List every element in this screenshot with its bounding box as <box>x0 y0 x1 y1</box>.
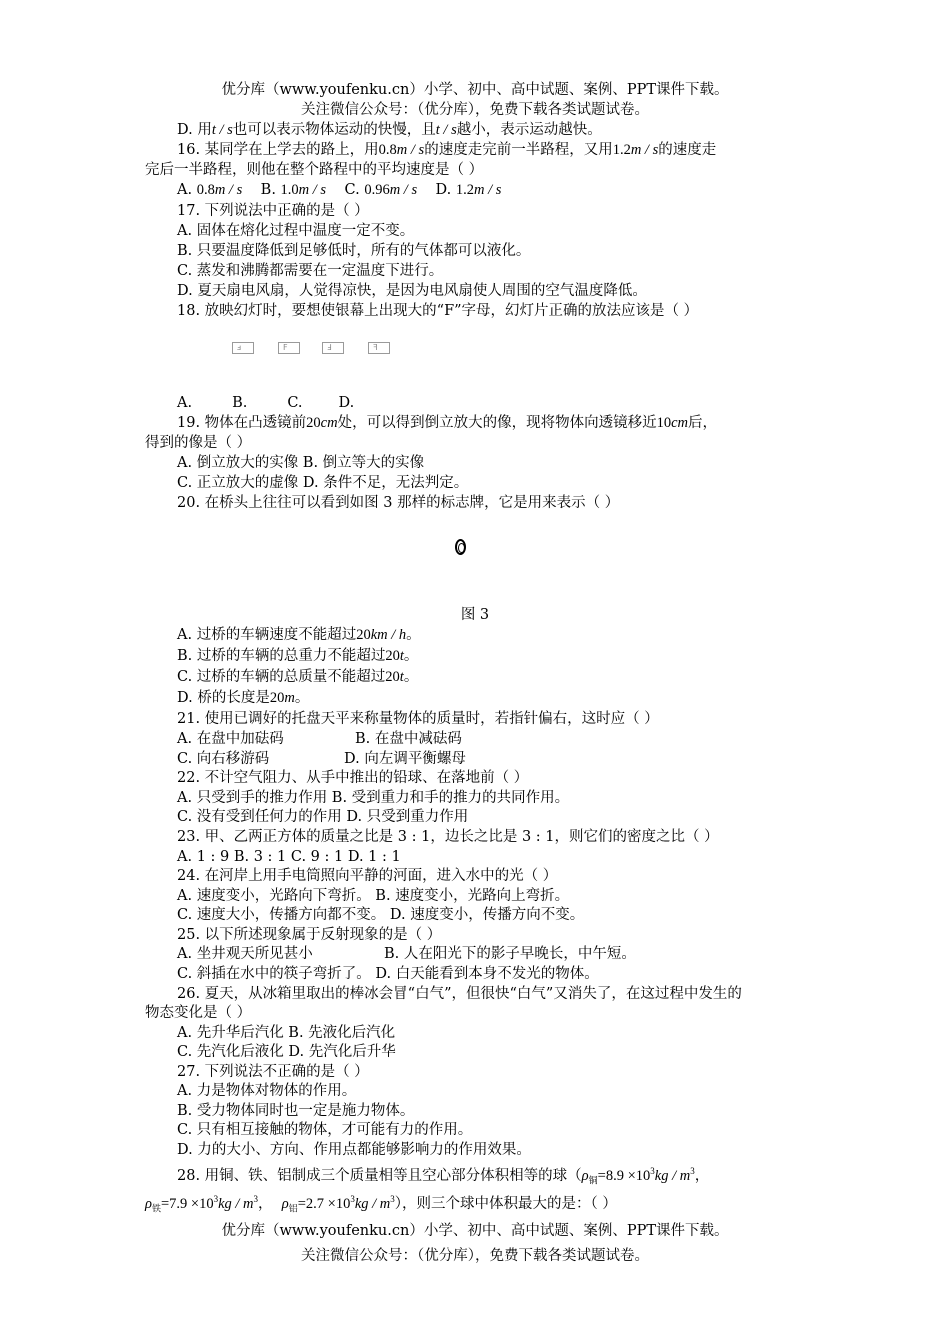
q27-option-a: A. 力是物体对物体的作用。 <box>177 1083 357 1099</box>
slide-f-icon-b: F <box>278 342 300 354</box>
q25-option-a: A. 坐井观天所见甚小 <box>177 946 313 962</box>
q25-stem: 25. 以下所述现象属于反射现象的是（ ） <box>177 927 442 943</box>
q28-stem: 28. 用铜、铁、铝制成三个质量相等且空心部分体积相等的球（$\rho_铜=8.9 \times 10^3kg / m^3$， <box>177 1166 710 1187</box>
slide-f-icon-a: ⅎ <box>232 342 254 354</box>
q19-options-ab: A. 倒立放大的实像 B. 倒立等大的实像 <box>177 455 425 471</box>
q20-option-c: C. 过桥的车辆的总质量不能超过20t。 <box>177 669 419 685</box>
slide-f-icon-c: Ⅎ <box>322 342 344 354</box>
q26-stem: 26. 夏天，从冰箱里取出的棒冰会冒“白气”，但很快“白气”又消失了，在这过程中发生的 <box>177 986 742 1002</box>
q15-option-d: D. 用t / s也可以表示物体运动的快慢，且t / s越小，表示运动越快。 <box>177 122 602 138</box>
q18-stem: 18. 放映幻灯时，要想使银幕上出现大的“F”字母，幻灯片正确的放法应该是（ ） <box>177 303 699 319</box>
q21-stem: 21. 使用已调好的托盘天平来称量物体的质量时，若指针偏右，这时应（ ） <box>177 711 659 727</box>
page-footer-line-1: 优分库（www.youfenku.cn）小学、初中、高中试题、案例、PPT课件下载。 <box>221 1223 729 1239</box>
slide-f-icon-d: ꟻ <box>368 342 390 354</box>
page-header-line-2: 关注微信公众号：（优分库），免费下载各类试题试卷。 <box>301 102 649 118</box>
figure-3-caption: 图 3 <box>460 607 490 623</box>
q21-option-a: A. 在盘中加砝码 <box>177 731 284 747</box>
q23-options: A. 1 : 9 B. 3 : 1 C. 9 : 1 D. 1 : 1 <box>177 849 401 865</box>
q17-option-d: D. 夏天扇电风扇，人觉得凉快，是因为电风扇使人周围的空气温度降低。 <box>177 283 647 299</box>
q19-stem: 19. 物体在凸透镜前20cm处，可以得到倒立放大的像，现将物体向透镜移近10cm后， <box>177 415 718 431</box>
q21-option-c: C. 向右移游码 <box>177 751 270 767</box>
q24-stem: 24. 在河岸上用手电筒照向平静的河面，进入水中的光（ ） <box>177 868 558 884</box>
q24-options-cd: C. 速度大小，传播方向都不变。 D. 速度变小，传播方向不变。 <box>177 907 585 923</box>
q16-options: A. 0.8m / s B. 1.0m / s C. 0.96m / s D. 1.2m / s <box>177 182 502 198</box>
q25-option-b: B. 人在阳光下的影子早晚长，中午短。 <box>384 946 636 962</box>
q20-option-b: B. 过桥的车辆的总重力不能超过20t。 <box>177 648 419 664</box>
q22-stem: 22. 不计空气阻力、从手中推出的铅球、在落地前（ ） <box>177 770 529 786</box>
page-header-line-1: 优分库（www.youfenku.cn）小学、初中、高中试题、案例、PPT课件下载。 <box>221 82 729 98</box>
q18-options: A. B. C. D. <box>177 395 355 411</box>
q25-options-cd: C. 斜插在水中的筷子弯折了。 D. 白天能看到本身不发光的物体。 <box>177 966 599 982</box>
q27-stem: 27. 下列说法不正确的是（ ） <box>177 1064 369 1080</box>
q20-option-a: A. 过桥的车辆速度不能超过20km / h。 <box>177 627 421 643</box>
q16-stem: 16. 某同学在上学去的路上，用0.8m / s的速度走完前一半路程，又用1.2m / s的速度走 <box>177 142 717 158</box>
q24-options-ab: A. 速度变小，光路向下弯折。 B. 速度变小，光路向上弯折。 <box>177 888 570 904</box>
q28-stem-cont: $\rho_铁=7.9 \times 10^3kg / m^3$， $\rho_铝=2.7 \times 10^3kg / m^3$），则三个球中体积最大的是：（ ） <box>145 1194 617 1215</box>
q26-options-cd: C. 先汽化后液化 D. 先汽化后升华 <box>177 1044 396 1060</box>
q17-option-b: B. 只要温度降低到足够低时，所有的气体都可以液化。 <box>177 243 531 259</box>
q21-option-d: D. 向左调平衡螺母 <box>344 751 466 767</box>
q27-option-d: D. 力的大小、方向、作用点都能够影响力的作用效果。 <box>177 1142 531 1158</box>
q27-option-b: B. 受力物体同时也一定是施力物体。 <box>177 1103 415 1119</box>
q19-stem-cont: 得到的像是（ ） <box>145 435 252 451</box>
q19-options-cd: C. 正立放大的虚像 D. 条件不足，无法判定。 <box>177 475 469 491</box>
q26-stem-cont: 物态变化是（ ） <box>145 1005 252 1021</box>
q23-stem: 23. 甲、乙两正方体的质量之比是 3 : 1，边长之比是 3 : 1，则它们的密度之比（ ） <box>177 829 719 845</box>
q22-options-cd: C. 没有受到任何力的作用 D. 只受到重力作用 <box>177 809 469 825</box>
q17-stem: 17. 下列说法中正确的是（ ） <box>177 203 369 219</box>
q17-option-c: C. 蒸发和沸腾都需要在一定温度下进行。 <box>177 263 444 279</box>
q20-option-d: D. 桥的长度是20m。 <box>177 690 310 706</box>
bridge-sign-icon <box>455 539 466 555</box>
q27-option-c: C. 只有相互接触的物体，才可能有力的作用。 <box>177 1122 473 1138</box>
q22-options-ab: A. 只受到手的推力作用 B. 受到重力和手的推力的共同作用。 <box>177 790 570 806</box>
page-footer-line-2: 关注微信公众号：（优分库），免费下载各类试题试卷。 <box>301 1248 649 1264</box>
q21-option-b: B. 在盘中减砝码 <box>355 731 462 747</box>
q26-options-ab: A. 先升华后汽化 B. 先液化后汽化 <box>177 1025 396 1041</box>
q17-option-a: A. 固体在熔化过程中温度一定不变。 <box>177 223 415 239</box>
q20-stem: 20. 在桥头上往往可以看到如图 3 那样的标志牌，它是用来表示（ ） <box>177 495 620 511</box>
q16-stem-cont: 完后一半路程，则他在整个路程中的平均速度是（ ） <box>145 162 484 178</box>
